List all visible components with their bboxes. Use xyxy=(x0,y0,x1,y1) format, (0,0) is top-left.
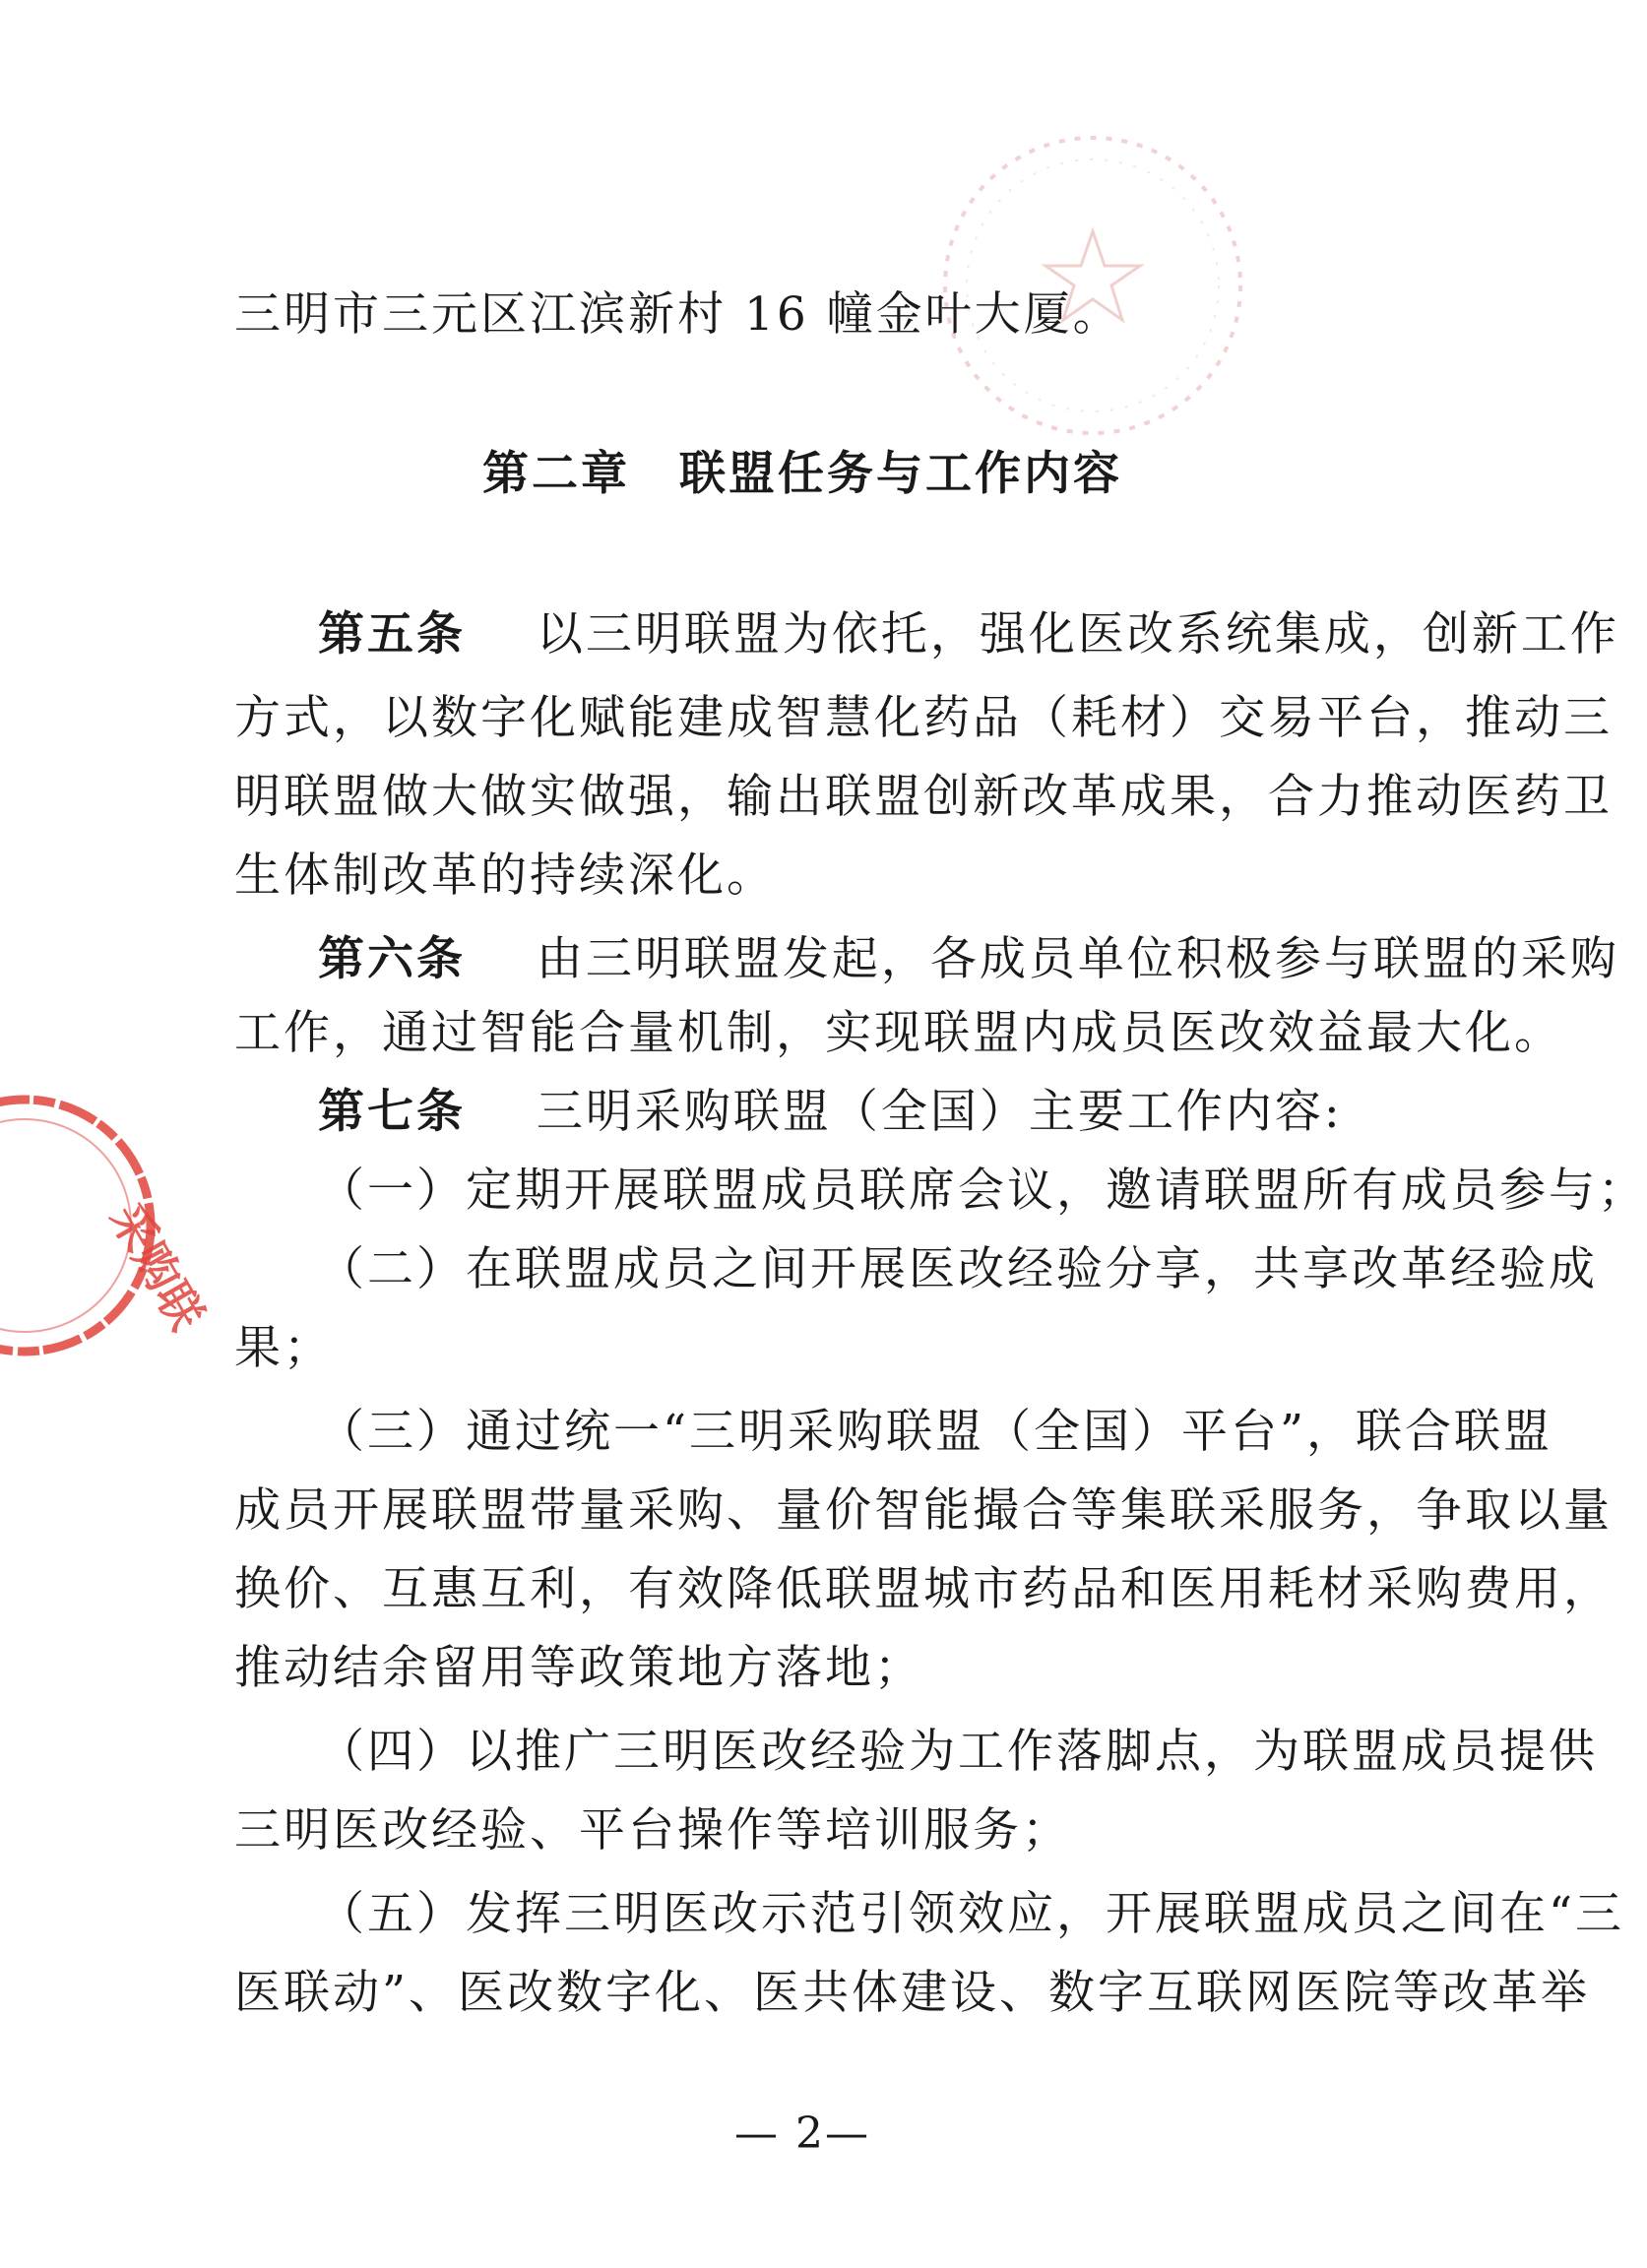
chapter-heading: 第二章 联盟任务与工作内容 xyxy=(482,447,1122,501)
article-5-line-1 xyxy=(318,605,1619,664)
article-6-line-2: 工作，通过智能合量机制，实现联盟内成员医改效益最大化。 xyxy=(234,1006,1563,1060)
article-5-label: 第五条 xyxy=(318,607,466,662)
article-7-text-1: 三明采购联盟（全国）主要工作内容: xyxy=(536,1085,1343,1139)
address-line: 三明市三元区江滨新村 16 幢金叶大厦。 xyxy=(234,287,1122,342)
item-4-line-2: 三明医改经验、平台操作等培训服务； xyxy=(234,1803,1071,1858)
item-4-line-1: （四）以推广三明医改经验为工作落脚点，为联盟成员提供 xyxy=(318,1725,1598,1779)
article-7-line-1 xyxy=(318,1083,1435,1142)
article-5-text-1: 以三明联盟为依托，强化医改系统集成，创新工作 xyxy=(536,607,1619,662)
article-7-label: 第七条 xyxy=(318,1085,466,1139)
article-6-text-1: 由三明联盟发起，各成员单位积极参与联盟的采购 xyxy=(536,932,1619,986)
page-number: — 2— xyxy=(734,2109,870,2159)
item-3-line-4: 推动结余留用等政策地方落地； xyxy=(234,1641,923,1695)
red-seal-stamp xyxy=(0,1083,215,1368)
item-3-line-2: 成员开展联盟带量采购、量价智能撮合等集联采服务，争取以量 xyxy=(234,1483,1613,1538)
item-3-line-1: （三）通过统一“三明采购联盟（全国）平台”，联合联盟 xyxy=(318,1405,1553,1459)
article-5-line-4: 生体制改革的持续深化。 xyxy=(234,849,776,903)
item-3-line-3: 换价、互惠互利，有效降低联盟城市药品和医用耗材采购费用， xyxy=(234,1562,1613,1616)
item-1-line-1: （一）定期开展联盟成员联席会议，邀请联盟所有成员参与； xyxy=(318,1164,1647,1218)
item-2-line-1: （二）在联盟成员之间开展医改经验分享，共享改革经验成 xyxy=(318,1242,1598,1296)
article-6-label: 第六条 xyxy=(318,932,466,986)
seal-text: 采购联 xyxy=(99,1194,215,1340)
article-5-line-3: 明联盟做大做实做强，输出联盟创新改革成果，合力推动医药卫 xyxy=(234,770,1613,824)
article-5-line-2: 方式，以数字化赋能建成智慧化药品（耗材）交易平台，推动三 xyxy=(234,691,1613,745)
item-5-line-2: 医联动”、医改数字化、医共体建设、数字互联网医院等改革举 xyxy=(234,1966,1591,2020)
article-6-line-1 xyxy=(318,930,1619,989)
item-5-line-1: （五）发挥三明医改示范引领效应，开展联盟成员之间在“三 xyxy=(318,1887,1625,1941)
item-2-line-2: 果； xyxy=(234,1321,333,1375)
